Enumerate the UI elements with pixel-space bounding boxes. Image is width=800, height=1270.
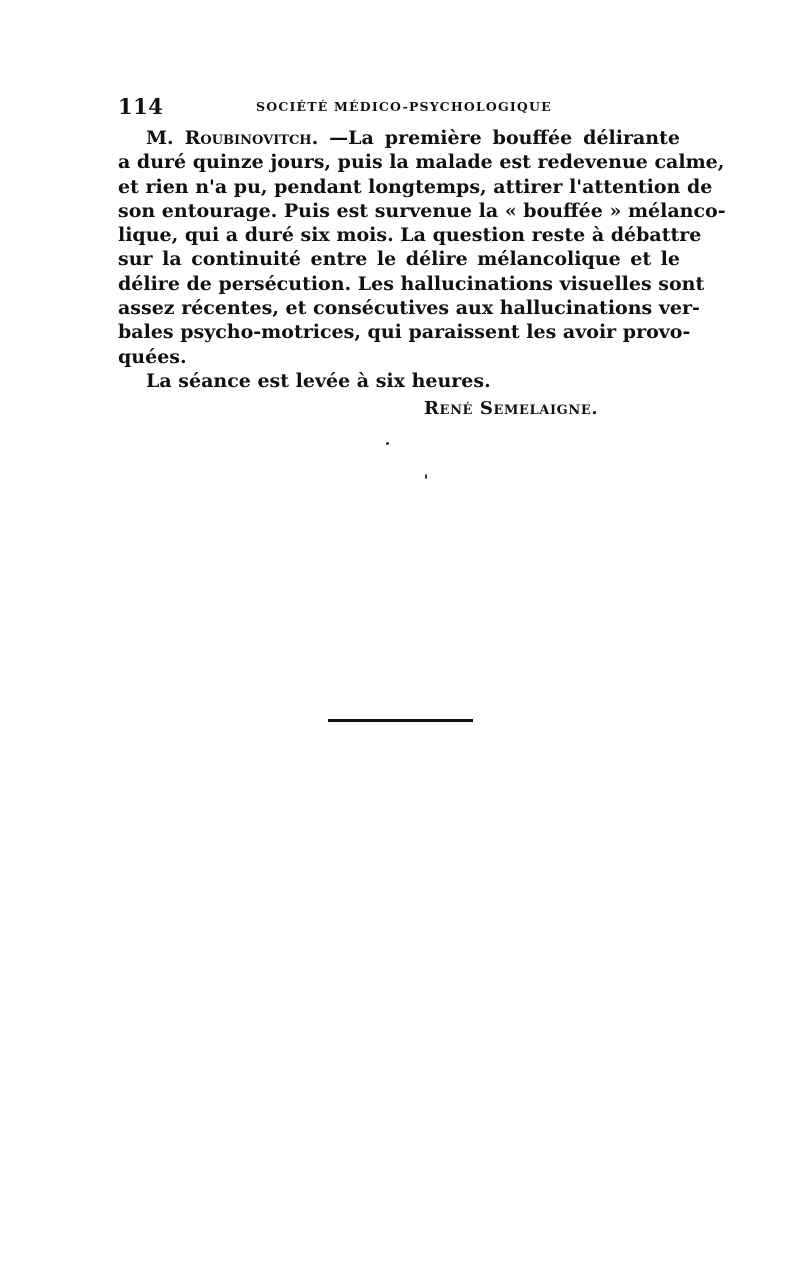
- paragraph-line: La première bouffée délirante: [348, 127, 680, 149]
- paragraph-line: quées.: [118, 345, 187, 368]
- body-text: [118, 126, 726, 393]
- paragraph-line: assez récentes, et consécutives aux hallucinations ver-: [118, 297, 700, 320]
- section-end-rule: [328, 719, 473, 722]
- speaker-name: M. Roubinovitch.: [146, 127, 319, 149]
- ink-speck: [425, 474, 427, 479]
- paragraph-line: lique, qui a duré six mois. La question reste à débattre: [118, 224, 702, 247]
- running-title: SOCIÉTÉ MÉDICO-PSYCHOLOGIQUE: [256, 99, 552, 114]
- paragraph-line: a duré quinze jours, puis la malade est redevenue calme,: [118, 151, 725, 174]
- closing-line: La séance est levée à six heures.: [146, 369, 491, 392]
- paragraph-line: bales psycho-motrices, qui paraissent les avoir provo-: [118, 321, 691, 344]
- page-number: 114: [118, 94, 164, 119]
- page-header: [118, 94, 680, 122]
- ink-speck: [386, 442, 389, 445]
- speaker-dash: —: [318, 127, 349, 149]
- signature: René Semelaigne.: [424, 398, 599, 419]
- paragraph-line: sur la continuité entre le délire mélancolique et le: [118, 248, 680, 271]
- paragraph-line: délire de persécution. Les hallucinations visuelles sont: [118, 272, 705, 295]
- paragraph-line: son entourage. Puis est survenue la « bouffée » mélanco-: [118, 199, 726, 222]
- paragraph-line: et rien n'a pu, pendant longtemps, attirer l'attention de: [118, 175, 713, 198]
- first-line: [118, 126, 680, 150]
